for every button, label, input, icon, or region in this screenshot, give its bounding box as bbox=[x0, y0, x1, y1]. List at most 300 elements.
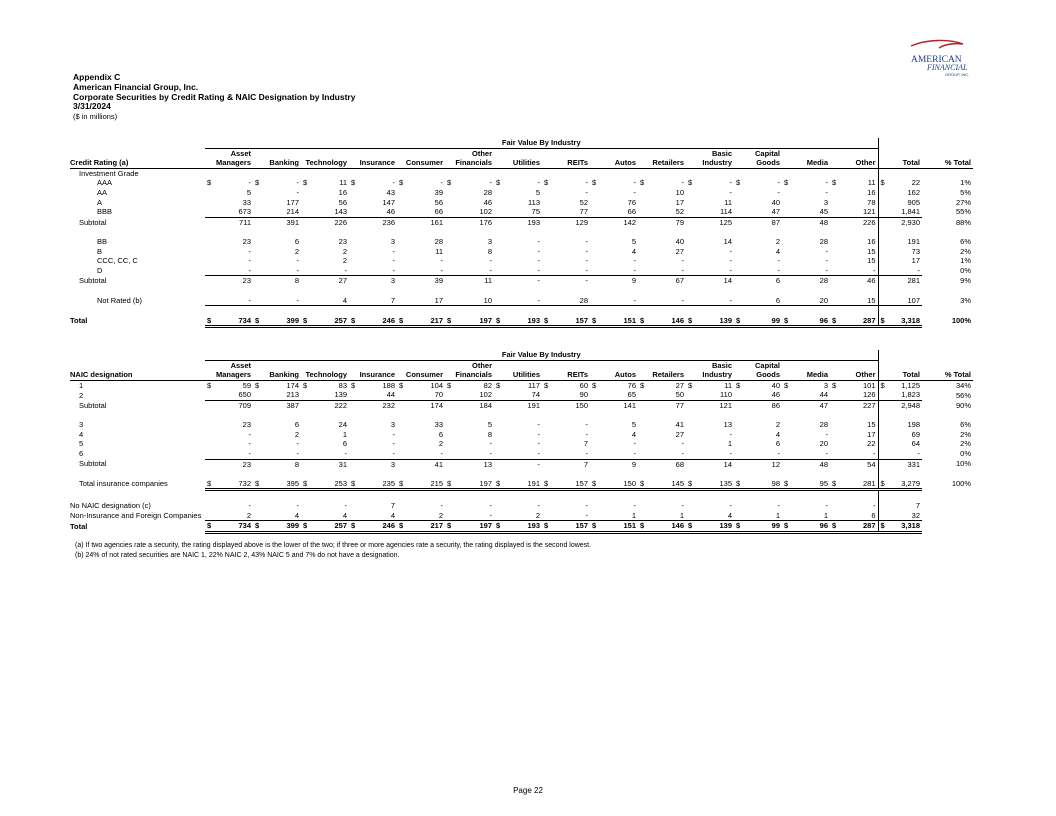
cell-value: 69 bbox=[911, 429, 920, 439]
cell-value: 709 bbox=[238, 400, 251, 410]
table-cell bbox=[349, 490, 397, 501]
table-cell bbox=[301, 490, 349, 501]
table-cell bbox=[445, 316, 494, 327]
cell-value: - bbox=[440, 265, 443, 275]
dollar-sign: $ bbox=[832, 380, 837, 390]
table-cell bbox=[542, 198, 590, 208]
table-cell bbox=[205, 439, 253, 449]
column-header-top bbox=[830, 360, 878, 370]
cell-value: 157 bbox=[575, 521, 588, 531]
cell-value: - bbox=[296, 439, 299, 449]
table-cell bbox=[830, 420, 878, 430]
table-cell bbox=[349, 459, 397, 469]
cell-value: 44 bbox=[819, 390, 828, 400]
cell-value: 150 bbox=[623, 478, 636, 488]
cell-value: 2 bbox=[294, 429, 299, 439]
cell-value: 235 bbox=[382, 478, 395, 488]
table-cell bbox=[542, 459, 590, 469]
table-cell bbox=[734, 380, 782, 390]
dollar-sign: $ bbox=[351, 178, 356, 188]
table-cell bbox=[638, 217, 686, 227]
cell-value: 732 bbox=[238, 478, 251, 488]
table-row bbox=[70, 430, 973, 440]
cell-value: 399 bbox=[286, 521, 299, 531]
cell-value: 217 bbox=[430, 315, 443, 325]
table-cell bbox=[878, 286, 922, 296]
table-cell bbox=[734, 276, 782, 286]
table-cell bbox=[922, 276, 973, 286]
row-label: No NAIC designation (c) bbox=[70, 500, 151, 510]
cell-value: 8 bbox=[487, 429, 492, 439]
table-cell bbox=[638, 227, 686, 237]
table-cell bbox=[686, 276, 734, 286]
cell-value: - bbox=[537, 236, 540, 246]
table-cell bbox=[301, 306, 349, 316]
row-label: 2 bbox=[79, 390, 84, 400]
cell-value: - bbox=[392, 429, 395, 439]
cell-value: - bbox=[537, 439, 540, 449]
table-cell bbox=[205, 276, 253, 286]
cell-value: - bbox=[585, 276, 588, 286]
cell-value: 78 bbox=[867, 197, 876, 207]
cell-value: 1% bbox=[960, 178, 971, 188]
cell-value: - bbox=[729, 246, 732, 256]
table-cell bbox=[205, 227, 253, 237]
row-label: Subtotal bbox=[79, 217, 107, 227]
cell-value: 13 bbox=[483, 459, 492, 469]
table-cell bbox=[686, 459, 734, 469]
table-cell bbox=[494, 316, 542, 327]
table-cell bbox=[686, 511, 734, 521]
table-cell bbox=[734, 449, 782, 459]
cell-value: - bbox=[489, 510, 492, 520]
row-label: Subtotal bbox=[79, 459, 107, 469]
column-header-top bbox=[638, 148, 686, 158]
dollar-sign: $ bbox=[447, 315, 452, 325]
column-header: % Total bbox=[922, 370, 973, 380]
cell-value: 64 bbox=[911, 439, 920, 449]
table-cell bbox=[638, 306, 686, 316]
table-cell bbox=[638, 247, 686, 257]
credit-rating-table bbox=[70, 138, 973, 328]
table-cell bbox=[349, 439, 397, 449]
table-cell bbox=[397, 227, 445, 237]
cell-value: 157 bbox=[575, 315, 588, 325]
column-header-top bbox=[397, 148, 445, 158]
table-cell bbox=[253, 479, 301, 490]
table-cell bbox=[638, 449, 686, 459]
table-row bbox=[70, 420, 973, 430]
table-cell bbox=[830, 511, 878, 521]
cell-value: - bbox=[681, 500, 684, 510]
row-label: A bbox=[97, 197, 103, 207]
table-cell bbox=[638, 178, 686, 188]
cell-value: 104 bbox=[430, 380, 443, 390]
table-cell bbox=[590, 390, 638, 400]
dollar-sign: $ bbox=[736, 315, 741, 325]
table-cell bbox=[397, 411, 445, 421]
table-cell bbox=[922, 449, 973, 459]
cell-value: - bbox=[248, 295, 251, 305]
table-cell bbox=[590, 247, 638, 257]
table-cell bbox=[734, 420, 782, 430]
row-label: D bbox=[97, 265, 103, 275]
table-cell bbox=[922, 479, 973, 490]
table-cell bbox=[830, 390, 878, 400]
cell-value: - bbox=[489, 439, 492, 449]
table-cell bbox=[253, 266, 301, 276]
cell-value: 162 bbox=[907, 187, 920, 197]
dollar-sign: $ bbox=[544, 380, 549, 390]
table-cell bbox=[734, 511, 782, 521]
cell-value: 174 bbox=[286, 380, 299, 390]
table-cell bbox=[878, 237, 922, 247]
spacer-row bbox=[70, 411, 973, 421]
appendix-label: Appendix C bbox=[73, 72, 121, 82]
cell-value: - bbox=[729, 187, 732, 197]
cell-value: 28 bbox=[819, 420, 828, 430]
cell-value: 65 bbox=[627, 390, 636, 400]
row-label: 6 bbox=[79, 449, 84, 459]
table-cell bbox=[686, 439, 734, 449]
spacer-row bbox=[70, 306, 973, 316]
cell-value: 15 bbox=[867, 295, 876, 305]
table-cell bbox=[734, 469, 782, 479]
table-cell bbox=[301, 420, 349, 430]
cell-value: 226 bbox=[334, 217, 347, 227]
table-cell bbox=[922, 178, 973, 188]
cell-value: - bbox=[777, 265, 780, 275]
table-row bbox=[70, 479, 973, 490]
cell-value: - bbox=[248, 256, 251, 266]
cell-value: - bbox=[633, 187, 636, 197]
cell-value: 399 bbox=[286, 315, 299, 325]
table-cell bbox=[542, 237, 590, 247]
cell-value: 33 bbox=[242, 197, 251, 207]
table-cell bbox=[301, 380, 349, 390]
cell-value: 7 bbox=[583, 459, 588, 469]
table-cell bbox=[734, 217, 782, 227]
cell-value: 146 bbox=[671, 315, 684, 325]
table-cell bbox=[253, 380, 301, 390]
table-cell bbox=[922, 188, 973, 198]
column-header: Financials bbox=[445, 370, 494, 380]
cell-value: 82 bbox=[483, 380, 492, 390]
column-header-top bbox=[301, 360, 349, 370]
column-header: Media bbox=[782, 158, 830, 168]
cell-value: 48 bbox=[819, 459, 828, 469]
cell-value: 184 bbox=[479, 400, 492, 410]
row-label: 3 bbox=[79, 420, 84, 430]
table-cell bbox=[494, 430, 542, 440]
table-cell bbox=[878, 207, 922, 217]
table-cell bbox=[638, 237, 686, 247]
cell-value: 66 bbox=[627, 207, 636, 217]
cell-value: 11 bbox=[867, 178, 876, 188]
cell-value: 246 bbox=[382, 315, 395, 325]
table-cell bbox=[922, 439, 973, 449]
table-cell bbox=[301, 521, 349, 533]
table-cell bbox=[397, 469, 445, 479]
table-cell bbox=[590, 198, 638, 208]
table-cell bbox=[638, 511, 686, 521]
table-cell bbox=[349, 276, 397, 286]
table-cell bbox=[782, 430, 830, 440]
table-cell bbox=[494, 459, 542, 469]
dollar-sign: $ bbox=[207, 478, 212, 488]
cell-value: 7 bbox=[583, 439, 588, 449]
cell-value: 287 bbox=[862, 315, 876, 325]
cell-value: 3 bbox=[487, 236, 492, 246]
table-cell bbox=[494, 439, 542, 449]
table-row bbox=[70, 296, 973, 306]
dollar-sign: $ bbox=[640, 478, 645, 488]
row-label: Subtotal bbox=[79, 400, 107, 410]
table-cell bbox=[830, 168, 878, 178]
table-cell bbox=[494, 411, 542, 421]
table-cell bbox=[205, 490, 253, 501]
table-cell bbox=[590, 306, 638, 316]
column-header-top bbox=[253, 360, 301, 370]
column-header: REITs bbox=[542, 370, 590, 380]
cell-value: 48 bbox=[819, 217, 828, 227]
cell-value: 1 bbox=[631, 510, 636, 520]
column-header-top bbox=[878, 148, 922, 158]
company-name: American Financial Group, Inc. bbox=[73, 81, 199, 92]
cell-value: - bbox=[917, 448, 920, 458]
column-header-top: Capital bbox=[754, 148, 780, 158]
table-cell bbox=[830, 469, 878, 479]
cell-value: 10 bbox=[483, 295, 492, 305]
cell-value: 17 bbox=[434, 295, 443, 305]
table-cell bbox=[301, 411, 349, 421]
table-cell bbox=[878, 316, 922, 327]
label-column-header: Credit Rating (a) bbox=[70, 158, 205, 168]
table-cell bbox=[542, 178, 590, 188]
cell-value: 1,823 bbox=[901, 390, 920, 400]
table-cell bbox=[397, 296, 445, 306]
cell-value: - bbox=[633, 500, 636, 510]
cell-value: - bbox=[777, 500, 780, 510]
header-spacer bbox=[878, 350, 922, 360]
table-cell bbox=[782, 237, 830, 247]
table-cell bbox=[590, 469, 638, 479]
cell-value: 227 bbox=[862, 400, 876, 410]
cell-value: 139 bbox=[719, 521, 732, 531]
column-header-top: Basic bbox=[711, 360, 732, 370]
cell-value: 0% bbox=[960, 449, 971, 459]
cell-value: 281 bbox=[907, 276, 920, 286]
cell-value: - bbox=[248, 429, 251, 439]
header-spacer bbox=[878, 138, 922, 148]
cell-value: 75 bbox=[531, 207, 540, 217]
row-label: Not Rated (b) bbox=[97, 295, 143, 305]
column-header-top bbox=[397, 360, 445, 370]
cell-value: 2,930 bbox=[901, 217, 920, 227]
table-cell bbox=[349, 511, 397, 521]
table-cell bbox=[542, 501, 590, 511]
dollar-sign: $ bbox=[303, 178, 308, 188]
table-cell bbox=[734, 266, 782, 276]
table-cell bbox=[830, 400, 878, 410]
table-cell bbox=[349, 521, 397, 533]
table-cell bbox=[782, 178, 830, 188]
cell-value: 11 bbox=[339, 178, 347, 188]
table-row bbox=[70, 217, 973, 227]
table-cell bbox=[922, 390, 973, 400]
cell-value: - bbox=[585, 187, 588, 197]
table-cell bbox=[301, 459, 349, 469]
table-cell bbox=[686, 479, 734, 490]
cell-value: 6% bbox=[960, 236, 971, 246]
table-cell bbox=[686, 490, 734, 501]
cell-value: - bbox=[248, 246, 251, 256]
column-header: Utilities bbox=[494, 158, 542, 168]
cell-value: - bbox=[537, 459, 540, 469]
table-cell bbox=[542, 296, 590, 306]
cell-value: 1,841 bbox=[901, 207, 920, 217]
table-cell bbox=[494, 198, 542, 208]
table-cell bbox=[542, 207, 590, 217]
cell-value: 197 bbox=[479, 315, 492, 325]
table-cell bbox=[253, 439, 301, 449]
table-cell bbox=[878, 198, 922, 208]
table-cell bbox=[590, 449, 638, 459]
table-row bbox=[70, 459, 973, 469]
dollar-sign: $ bbox=[832, 178, 837, 188]
table-cell bbox=[494, 400, 542, 410]
report-title: Corporate Securities by Credit Rating & NAIC Designation by Industry bbox=[73, 91, 356, 102]
cell-value: 3 bbox=[390, 276, 395, 286]
cell-value: 11 bbox=[435, 246, 443, 256]
cell-value: 14 bbox=[723, 276, 732, 286]
table-cell bbox=[205, 198, 253, 208]
cell-value: 121 bbox=[862, 207, 876, 217]
cell-value: - bbox=[729, 265, 732, 275]
table-cell bbox=[878, 439, 922, 449]
dollar-sign: $ bbox=[688, 380, 693, 390]
table-cell bbox=[205, 411, 253, 421]
cell-value: 100% bbox=[951, 316, 971, 326]
dollar-sign: $ bbox=[303, 315, 308, 325]
cell-value: 28 bbox=[819, 236, 828, 246]
cell-value: 50 bbox=[675, 390, 684, 400]
cell-value: 232 bbox=[382, 400, 395, 410]
cell-value: 56 bbox=[434, 197, 443, 207]
dollar-sign: $ bbox=[736, 178, 741, 188]
table-cell bbox=[349, 266, 397, 276]
cell-value: 44 bbox=[386, 390, 395, 400]
cell-value: 5 bbox=[246, 187, 251, 197]
table-cell bbox=[494, 511, 542, 521]
table-cell bbox=[830, 459, 878, 469]
table-cell bbox=[922, 316, 973, 327]
table-cell bbox=[445, 286, 494, 296]
table-cell bbox=[397, 390, 445, 400]
table-cell bbox=[734, 459, 782, 469]
cell-value: - bbox=[585, 420, 588, 430]
column-header: Retailers bbox=[638, 370, 686, 380]
table-cell bbox=[638, 459, 686, 469]
row-label: Investment Grade bbox=[79, 168, 139, 178]
table-cell bbox=[878, 188, 922, 198]
dollar-sign: $ bbox=[880, 315, 885, 325]
table-cell bbox=[830, 276, 878, 286]
table-cell bbox=[397, 479, 445, 490]
cell-value: 2% bbox=[960, 439, 971, 449]
cell-value: 331 bbox=[907, 459, 920, 469]
table-cell bbox=[638, 188, 686, 198]
cell-value: 47 bbox=[771, 207, 780, 217]
cell-value: 236 bbox=[382, 217, 395, 227]
dollar-sign: $ bbox=[496, 380, 501, 390]
table-cell bbox=[734, 501, 782, 511]
cell-value: 161 bbox=[430, 217, 443, 227]
dollar-sign: $ bbox=[447, 478, 452, 488]
cell-value: 673 bbox=[238, 207, 251, 217]
dollar-sign: $ bbox=[544, 315, 549, 325]
table-cell bbox=[830, 521, 878, 533]
cell-value: 126 bbox=[862, 390, 876, 400]
cell-value: - bbox=[825, 500, 828, 510]
header-spacer bbox=[70, 360, 205, 370]
footnote-a: (a) If two agencies rate a security, the rating displayed above is the lower of the two; if three or more agencies rate a security, the rating displayed is the second lowest. bbox=[75, 542, 592, 549]
cell-value: 76 bbox=[627, 380, 636, 390]
page-number: Page 22 bbox=[513, 786, 543, 795]
table-cell bbox=[301, 266, 349, 276]
cell-value: 121 bbox=[719, 400, 732, 410]
row-label: BB bbox=[97, 236, 108, 246]
table-cell bbox=[638, 207, 686, 217]
table-cell bbox=[686, 217, 734, 227]
table-cell bbox=[205, 296, 253, 306]
row-label: AAA bbox=[97, 178, 113, 188]
cell-value: 56 bbox=[338, 197, 347, 207]
table-cell bbox=[397, 449, 445, 459]
column-header: Other bbox=[830, 158, 878, 168]
table-cell bbox=[349, 420, 397, 430]
table-cell bbox=[301, 286, 349, 296]
table-cell bbox=[397, 237, 445, 247]
table-cell bbox=[542, 449, 590, 459]
cell-value: 110 bbox=[720, 390, 732, 400]
cell-value: 3 bbox=[823, 197, 828, 207]
row-label bbox=[70, 411, 205, 421]
row-label: 1 bbox=[79, 380, 84, 390]
table-cell bbox=[253, 256, 301, 266]
table-cell bbox=[638, 286, 686, 296]
row-label: Total bbox=[70, 521, 88, 531]
table-cell bbox=[253, 296, 301, 306]
cell-value: 5 bbox=[631, 420, 636, 430]
cell-value: 86 bbox=[771, 400, 780, 410]
table-cell bbox=[782, 198, 830, 208]
table-cell bbox=[686, 449, 734, 459]
table-cell bbox=[686, 306, 734, 316]
table-cell bbox=[878, 511, 922, 521]
table-row bbox=[70, 237, 973, 247]
table-cell bbox=[922, 430, 973, 440]
cell-value: - bbox=[537, 246, 540, 256]
table-cell bbox=[205, 316, 253, 327]
cell-value: - bbox=[585, 265, 588, 275]
table-cell bbox=[494, 521, 542, 533]
row-label: Subtotal bbox=[79, 276, 107, 286]
table-cell bbox=[445, 266, 494, 276]
cell-value: 107 bbox=[907, 295, 920, 305]
table-row bbox=[70, 188, 973, 198]
cell-value: 73 bbox=[911, 246, 920, 256]
